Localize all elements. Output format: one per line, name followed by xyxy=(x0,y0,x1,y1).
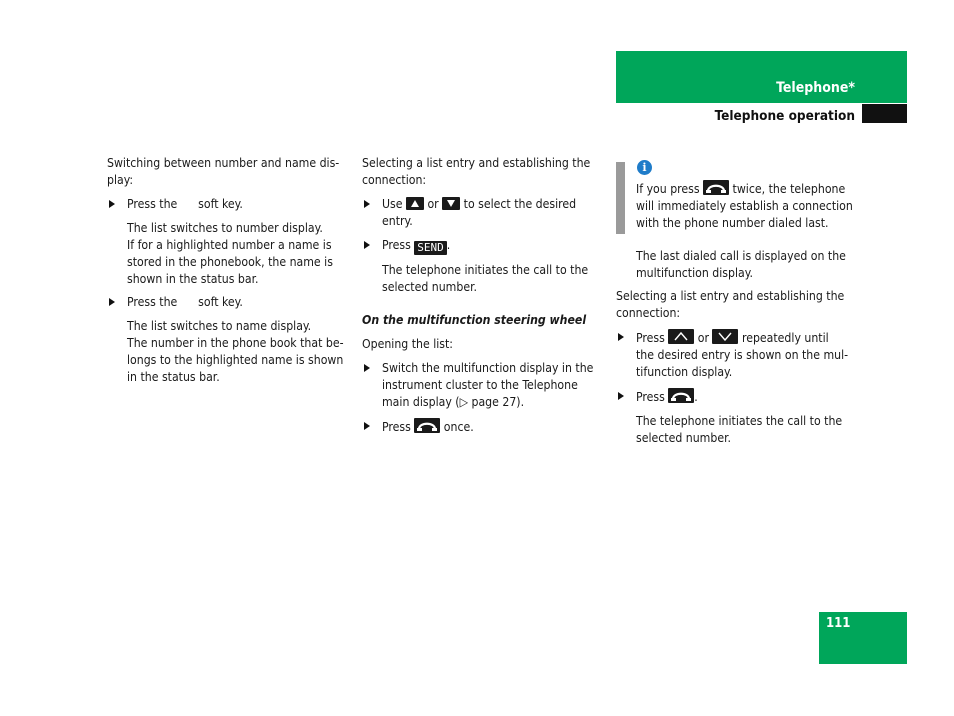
col3-bullet-scroll-post: repeatedly until xyxy=(741,331,829,345)
bullet-arrow-icon xyxy=(364,200,370,208)
col3-bullet-press xyxy=(616,388,866,406)
column-1 xyxy=(107,155,352,386)
col2-intro-line1: Selecting a list entry and establishing the xyxy=(362,156,591,170)
steering-up-icon xyxy=(668,329,694,344)
send-key: SEND xyxy=(414,241,447,255)
col2-intro-line2: connection: xyxy=(362,173,427,187)
arrow-up-icon xyxy=(406,197,424,210)
info-text xyxy=(636,180,866,232)
col1-result-1-line3: stored in the phonebook, the name is xyxy=(127,255,333,269)
col3-result xyxy=(616,413,866,447)
info-line3: with the phone number dialed last. xyxy=(636,216,829,230)
col3-bullet-scroll-or: or xyxy=(697,331,709,345)
col3-bullet-scroll-line2: the desired entry is shown on the mul- xyxy=(636,348,849,362)
col2-bullet-switch xyxy=(362,360,607,411)
bullet-arrow-icon xyxy=(109,298,115,306)
bullet-arrow-icon xyxy=(618,392,624,400)
col3-result-line2: selected number. xyxy=(636,431,731,445)
col2-result-1-line2: selected number. xyxy=(382,280,477,294)
chapter-title: Telephone* xyxy=(776,80,855,96)
col3-result-line1: The telephone initiates the call to the xyxy=(636,414,843,428)
col1-intro-line2: play: xyxy=(107,173,134,187)
col1-bullet-1 xyxy=(107,196,352,213)
col2-bullet-switch-line2: instrument cluster to the Telephone xyxy=(382,378,578,392)
col2-bullet-press-once-pre: Press xyxy=(382,420,411,434)
col2-result-1 xyxy=(362,262,607,296)
col3-bullet-press-post: . xyxy=(694,390,698,404)
col3-intro-line1: Selecting a list entry and establishing the xyxy=(616,289,845,303)
page-number: 111 xyxy=(826,616,851,631)
column-2 xyxy=(362,155,607,436)
col2-bullet-send-post: . xyxy=(446,238,451,252)
col2-bullet-send xyxy=(362,237,607,255)
col1-result-2-line2: The number in the phone book that be- xyxy=(127,336,344,350)
col1-result-2-line1: The list switches to name display. xyxy=(127,319,312,333)
col2-bullet-use-post: to select the desired xyxy=(463,197,577,211)
col3-bullet-scroll-line3: tifunction display. xyxy=(636,365,733,379)
phone-icon xyxy=(668,388,694,403)
phone-icon xyxy=(703,180,729,195)
col2-bullet-use xyxy=(362,196,607,230)
col1-bullet-2 xyxy=(107,294,352,311)
info-icon: i xyxy=(637,160,652,175)
info-line2: will immediately establish a connection xyxy=(636,199,853,213)
col2-bullet-press-once xyxy=(362,418,607,436)
col3-last-dialed xyxy=(636,248,866,282)
column-3-lower xyxy=(616,288,866,447)
section-tab-marker xyxy=(862,104,907,123)
col2-bullet-send-pre: Press xyxy=(382,238,411,252)
col3-bullet-press-pre: Press xyxy=(636,390,665,404)
bullet-arrow-icon xyxy=(109,200,115,208)
col2-opening-list: Opening the list: xyxy=(362,337,454,351)
col3-intro-line2: connection: xyxy=(616,306,681,320)
arrow-down-icon xyxy=(442,197,460,210)
col1-bullet-2-text: Press the soft key. xyxy=(127,295,243,309)
col2-result-1-line1: The telephone initiates the call to the xyxy=(382,263,589,277)
col1-result-1-line1: The list switches to number display. xyxy=(127,221,323,235)
col1-result-2-line4: in the status bar. xyxy=(127,370,220,384)
info-box-bar xyxy=(616,162,625,234)
bullet-arrow-icon xyxy=(364,364,370,372)
column-3 xyxy=(636,180,866,282)
info-line1-post: twice, the telephone xyxy=(732,182,846,196)
col2-bullet-use-or: or xyxy=(427,197,439,211)
col2-bullet-switch-line3: main display (▷ page 27). xyxy=(382,395,525,409)
info-line1-pre: If you press xyxy=(636,182,700,196)
bullet-arrow-icon xyxy=(364,422,370,430)
col3-bullet-scroll-pre: Press xyxy=(636,331,665,345)
phone-icon xyxy=(414,418,440,433)
col2-bullet-use-line2: entry. xyxy=(382,214,413,228)
col3-last-dialed-line2: multifunction display. xyxy=(636,266,753,280)
col1-result-2 xyxy=(107,318,352,386)
col1-result-1-line2: If for a highlighted number a name is xyxy=(127,238,332,252)
col2-bullet-press-once-post: once. xyxy=(443,420,474,434)
col2-bullet-switch-line1: Switch the multifunction display in the xyxy=(382,361,594,375)
bullet-arrow-icon xyxy=(618,333,624,341)
col1-result-1-line4: shown in the status bar. xyxy=(127,272,259,286)
col2-subheading: On the multifunction steering wheel xyxy=(362,313,587,327)
steering-down-icon xyxy=(712,329,738,344)
section-title: Telephone operation xyxy=(714,108,855,124)
col1-intro-line1: Switching between number and name dis- xyxy=(107,156,340,170)
col1-result-1 xyxy=(107,220,352,288)
col2-bullet-use-pre: Use xyxy=(382,197,403,211)
col3-bullet-scroll xyxy=(616,329,866,381)
col3-last-dialed-line1: The last dialed call is displayed on the xyxy=(636,249,846,263)
bullet-arrow-icon xyxy=(364,241,370,249)
col1-result-2-line3: longs to the highlighted name is shown xyxy=(127,353,344,367)
col1-bullet-1-text: Press the soft key. xyxy=(127,197,243,211)
